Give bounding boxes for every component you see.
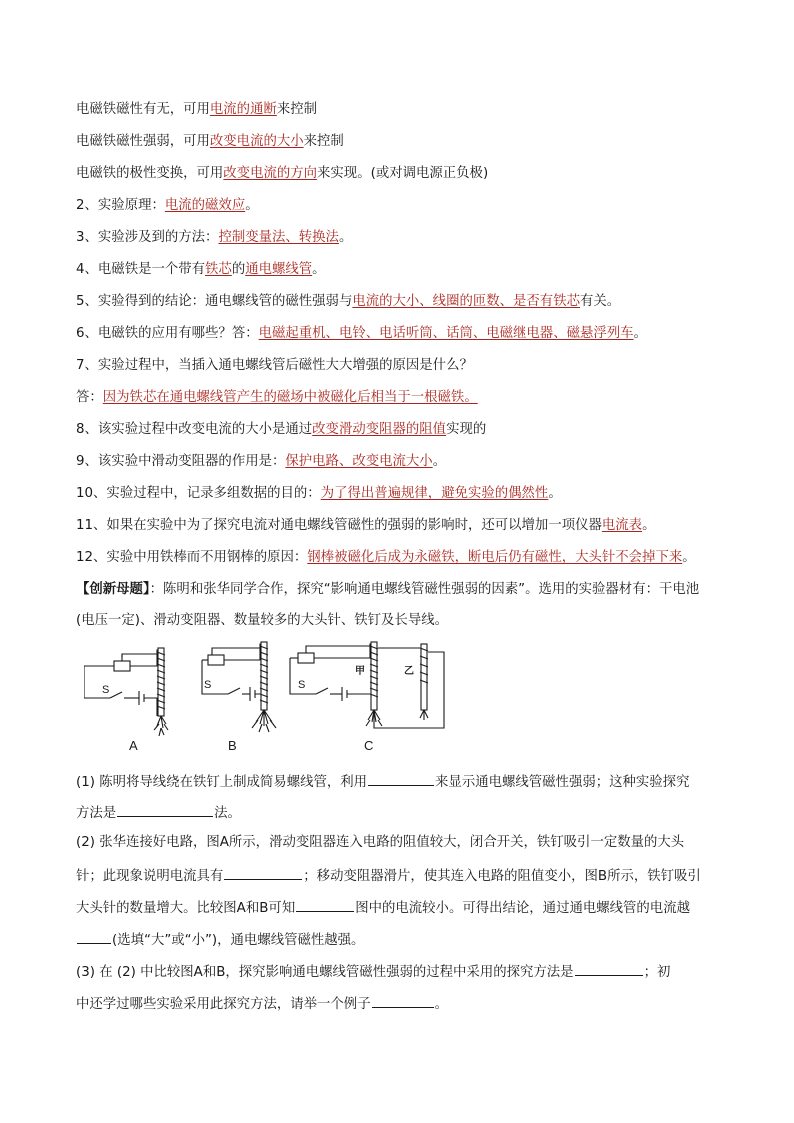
text: 12、实验中用铁棒而不用钢棒的原因： bbox=[76, 550, 308, 565]
figure-label-c: C bbox=[364, 738, 374, 753]
text: 。 bbox=[548, 486, 562, 501]
text: 。 bbox=[642, 518, 656, 533]
answer-text: 保护电路、改变电流大小 bbox=[285, 454, 433, 469]
text-line-3 bbox=[76, 165, 726, 183]
text: 11、如果在实验中为了探究电流对通电螺线管磁性的强弱的影响时，还可以增加一项仪器 bbox=[76, 518, 602, 533]
question-2-line-4 bbox=[76, 929, 726, 950]
question-1-line-2 bbox=[76, 802, 726, 823]
text: 大头针的数量增大。比较图A和B可知 bbox=[76, 901, 296, 916]
text: 5、实验得到的结论：通电螺线管的磁性强弱与 bbox=[76, 294, 353, 309]
text: 来控制 bbox=[303, 134, 344, 149]
item-5-conclusion bbox=[76, 293, 726, 311]
text: 电磁铁磁性有无，可用 bbox=[76, 102, 210, 117]
text: 针；此现象说明电流具有 bbox=[76, 869, 224, 884]
answer-blank[interactable] bbox=[224, 865, 302, 880]
switch-label-b: S bbox=[204, 679, 212, 691]
text: 中还学过哪些实验采用此探究方法，请举一个例子 bbox=[76, 997, 371, 1012]
text: 4、电磁铁是一个带有 bbox=[76, 262, 206, 277]
item-12 bbox=[76, 549, 726, 567]
answer-blank[interactable] bbox=[575, 961, 643, 976]
text: 9、该实验中滑动变阻器的作用是： bbox=[76, 454, 286, 469]
text: (2) 张华连接好电路，图A所示，滑动变阻器连入电路的阻值较大，闭合开关，铁钉吸引一定数量的大头 bbox=[76, 835, 685, 850]
question-1-line-1 bbox=[76, 771, 726, 792]
text-line-2 bbox=[76, 133, 726, 151]
circuit-diagram bbox=[84, 636, 464, 756]
text: 来控制 bbox=[276, 102, 318, 117]
question-2-line-1 bbox=[76, 834, 726, 852]
answer-text: 电流的大小、线圈的匝数、是否有铁芯 bbox=[352, 294, 580, 309]
answer-text: 电流表 bbox=[601, 518, 643, 533]
text: 法。 bbox=[214, 806, 241, 821]
text: 2、实验原理： bbox=[76, 198, 165, 213]
answer-text: 电流的通断 bbox=[209, 102, 277, 117]
item-8 bbox=[76, 421, 726, 439]
answer-text: 电流的磁效应 bbox=[164, 198, 246, 213]
text: ：陈明和张华同学合作，探究“影响通电螺线管磁性强弱的因素”。选用的实验器材有：干电池 bbox=[149, 582, 700, 597]
item-7-answer bbox=[76, 389, 726, 407]
circuit-c bbox=[290, 642, 444, 728]
circuit-b bbox=[202, 642, 276, 732]
circuit-a bbox=[84, 648, 168, 736]
answer-blank[interactable] bbox=[368, 771, 434, 786]
answer-text: 改变滑动变阻器的阻值 bbox=[312, 422, 447, 437]
text: (3) 在 (2) 中比较图A和B，探究影响通电螺线管磁性强弱的过程中采用的探究方法是 bbox=[76, 965, 574, 980]
coil-label-jia: 甲 bbox=[355, 666, 365, 677]
text: 电磁铁的极性变换，可用 bbox=[76, 166, 224, 181]
text: (1) 陈明将导线绕在铁钉上制成简易螺线管，利用 bbox=[76, 775, 368, 790]
section-heading: 【创新母题】 bbox=[76, 582, 150, 597]
answer-blank[interactable] bbox=[77, 929, 111, 944]
answer-blank[interactable] bbox=[372, 993, 434, 1008]
text: 图中的电流较小。可得出结论，通过通电螺线管的电流越 bbox=[355, 901, 690, 916]
text: 。 bbox=[312, 262, 326, 277]
text: 10、实验过程中，记录多组数据的目的： bbox=[76, 486, 321, 501]
text: 。 bbox=[432, 454, 447, 469]
text: 电磁铁磁性强弱，可用 bbox=[76, 134, 210, 149]
question-2-line-2 bbox=[76, 865, 726, 886]
question-3-line-1 bbox=[76, 961, 726, 982]
answer-text: 控制变量法、转换法 bbox=[218, 230, 339, 245]
text: 来实现。(或对调电源正负极) bbox=[317, 166, 489, 181]
text: 。 bbox=[338, 230, 353, 245]
text: (选填“大”或“小”)，通电螺线管磁性越强。 bbox=[112, 933, 365, 948]
item-2-principle bbox=[76, 197, 726, 215]
text: 7、实验过程中，当插入通电螺线管后磁性大大增强的原因是什么？ bbox=[76, 358, 473, 373]
item-4-definition bbox=[76, 261, 726, 279]
answer-blank[interactable] bbox=[117, 802, 213, 817]
item-7-question bbox=[76, 357, 726, 375]
text: 。 bbox=[682, 550, 696, 565]
text-line-1 bbox=[76, 101, 726, 119]
figure-label-a: A bbox=[129, 738, 138, 753]
answer-blank[interactable] bbox=[296, 897, 354, 912]
text: 来显示通电螺线管磁性强弱；这种实验探究 bbox=[435, 775, 690, 790]
text: ；移动变阻器滑片，使其连入电路的阻值变小，图B所示，铁钉吸引 bbox=[303, 869, 701, 884]
text: 。 bbox=[245, 198, 259, 213]
answer-text: 为了得出普遍规律，避免实验的偶然性 bbox=[320, 486, 549, 501]
text: ；初 bbox=[643, 965, 671, 980]
text: 有关。 bbox=[579, 294, 621, 309]
answer-text: 因为铁芯在通电螺线管产生的磁场中被磁化后相当于一根磁铁。 bbox=[102, 390, 478, 405]
question-2-line-3 bbox=[76, 897, 726, 918]
text: 3、实验涉及到的方法： bbox=[76, 230, 219, 245]
item-9 bbox=[76, 453, 726, 471]
coil-label-yi: 乙 bbox=[404, 666, 414, 677]
text: 实现的 bbox=[446, 422, 487, 437]
text: 6、电磁铁的应用有哪些？答： bbox=[76, 326, 259, 341]
figure-label-b: B bbox=[228, 738, 237, 753]
text: 8、该实验过程中改变电流的大小是通过 bbox=[76, 422, 313, 437]
item-3-methods bbox=[76, 229, 726, 247]
text: 答： bbox=[76, 390, 103, 405]
innovation-question-intro bbox=[76, 581, 726, 599]
text: 。 bbox=[633, 326, 647, 341]
switch-label-c: S bbox=[298, 679, 306, 691]
switch-label-a: S bbox=[102, 684, 110, 696]
answer-text: 电磁起重机、电铃、电话听筒、话筒、电磁继电器、磁悬浮列车 bbox=[258, 326, 634, 341]
innovation-question-materials bbox=[76, 612, 726, 630]
text: 。 bbox=[434, 997, 448, 1012]
answer-text: 钢棒被磁化后成为永磁铁，断电后仍有磁性，大头针不会掉下来 bbox=[307, 550, 683, 565]
item-10 bbox=[76, 485, 726, 503]
text: 的 bbox=[231, 262, 246, 277]
answer-text: 铁芯 bbox=[205, 262, 232, 277]
item-6-applications bbox=[76, 325, 726, 343]
question-3-line-2 bbox=[76, 993, 726, 1014]
text: (电压一定)、滑动变阻器、数量较多的大头针、铁钉及长导线。 bbox=[76, 613, 448, 628]
answer-text: 改变电流的方向 bbox=[223, 166, 318, 181]
answer-text: 通电螺线管 bbox=[245, 262, 313, 277]
answer-text: 改变电流的大小 bbox=[209, 134, 304, 149]
text: 方法是 bbox=[76, 806, 117, 821]
item-11 bbox=[76, 517, 726, 535]
